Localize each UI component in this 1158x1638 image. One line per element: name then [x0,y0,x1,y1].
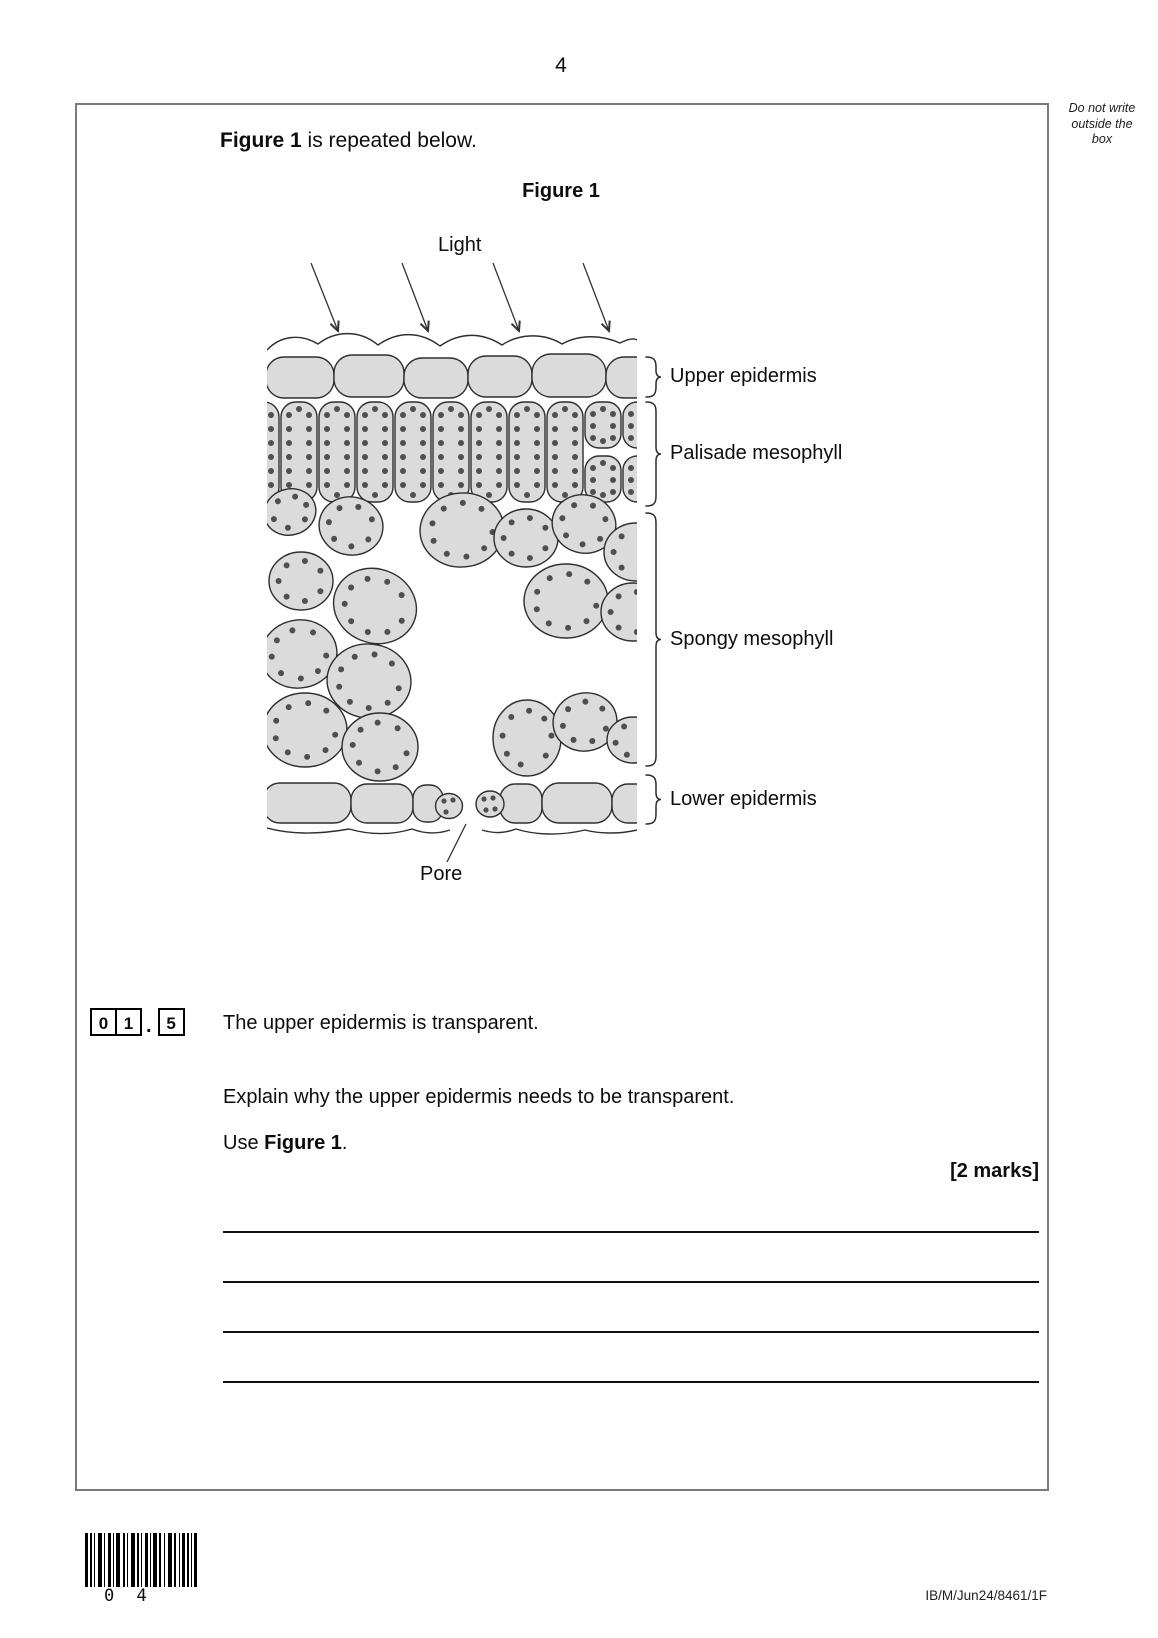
upper-epidermis-label: Upper epidermis [670,365,817,387]
intro-text [220,129,477,153]
answer-line[interactable] [223,1231,1039,1233]
palisade-mesophyll-brace [646,402,661,506]
question-number [90,1008,185,1036]
use-figure-bold: Figure 1 [264,1132,342,1154]
use-figure-prefix: Use [223,1132,265,1154]
lower-epidermis-label: Lower epidermis [670,788,817,810]
question-number-box-0: 0 [90,1008,117,1036]
intro-text-bold: Figure 1 [220,129,302,152]
light-arrows [311,263,609,331]
marks-label: [2 marks] [950,1160,1039,1182]
upper-epidermis-brace [646,357,661,397]
do-not-write-note [1052,101,1152,148]
paper-reference-code: IB/M/Jun24/8461/1F [925,1588,1047,1603]
question-subnumber-box: 5 [158,1008,185,1036]
lower-epidermis-cells [263,783,652,834]
palisade-mesophyll-label: Palisade mesophyll [670,442,843,464]
do-not-write-note-line1: Do not write [1068,101,1136,115]
barcode-digits: 0 4 [104,1586,153,1606]
question-statement: The upper epidermis is transparent. [223,1012,539,1034]
question-number-separator: . [146,1015,152,1037]
answer-line[interactable] [223,1381,1039,1383]
spongy-mesophyll-label: Spongy mesophyll [670,628,834,650]
question-number-box-1: 1 [115,1008,142,1036]
question-instruction: Explain why the upper epidermis needs to be transparent. [223,1086,735,1108]
page-number: 4 [555,54,567,77]
barcode [85,1533,197,1587]
do-not-write-note-line2: outside the [1071,116,1133,131]
intro-text-rest: is repeated below. [301,129,477,152]
use-figure-line [223,1132,347,1155]
upper-epidermis-cells [266,354,654,398]
palisade-mesophyll-cells [260,402,659,502]
answer-line[interactable] [223,1331,1039,1333]
use-figure-suffix: . [341,1132,348,1154]
leaf-diagram [260,250,670,895]
answer-line[interactable] [223,1281,1039,1283]
guard-cells [436,791,505,819]
spongy-mesophyll-cells [260,483,668,781]
do-not-write-note-line3: box [1091,132,1113,146]
spongy-mesophyll-brace [646,513,661,766]
upper-cuticle-line [267,334,637,350]
pore-label: Pore [420,863,463,885]
light-label: Light [438,234,482,256]
figure-title: Figure 1 [522,180,600,202]
lower-epidermis-brace [646,775,661,824]
layer-braces [646,357,661,824]
